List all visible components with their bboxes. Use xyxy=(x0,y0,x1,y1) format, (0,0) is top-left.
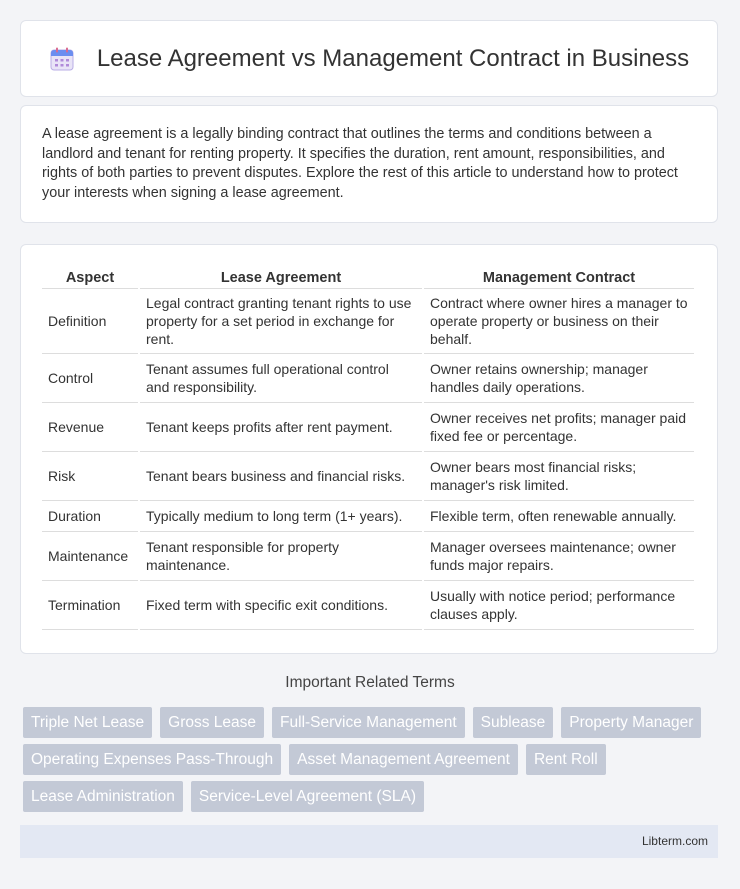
tag-property-manager[interactable]: Property Manager xyxy=(561,707,701,738)
footer xyxy=(20,825,718,858)
table-row xyxy=(42,532,694,581)
calendar-icon xyxy=(49,46,75,72)
intro-text: A lease agreement is a legally binding contract that outlines the terms and conditions between a landlord and tenant for renting property. It specifies the duration, rent amount, responsibilities, and rights of both parties to prevent disputes. Explore the rest of this article to understand how to protect your interests when signing a lease agreement. xyxy=(42,126,678,201)
tag-sublease[interactable]: Sublease xyxy=(473,707,554,738)
row-lease: Tenant bears business and financial risks. xyxy=(140,452,422,501)
table-row xyxy=(42,403,694,452)
header-lease: Lease Agreement xyxy=(140,267,422,289)
row-aspect: Maintenance xyxy=(42,532,138,581)
row-management: Contract where owner hires a manager to operate property or business on their behalf. xyxy=(424,289,694,354)
row-lease: Legal contract granting tenant rights to use property for a set period in exchange for rent. xyxy=(140,289,422,354)
row-aspect: Duration xyxy=(42,501,138,532)
row-lease: Typically medium to long term (1+ years). xyxy=(140,501,422,532)
row-lease: Tenant responsible for property maintenance. xyxy=(140,532,422,581)
related-terms-title: Important Related Terms xyxy=(285,674,455,691)
page-title: Lease Agreement vs Management Contract in Business xyxy=(96,44,690,72)
row-lease: Fixed term with specific exit conditions. xyxy=(140,581,422,630)
tag-gross-lease[interactable]: Gross Lease xyxy=(160,707,264,738)
intro-card xyxy=(20,105,718,223)
row-aspect: Termination xyxy=(42,581,138,630)
tag-full-service-management[interactable]: Full-Service Management xyxy=(272,707,465,738)
table-row xyxy=(42,289,694,354)
comparison-card xyxy=(20,244,718,654)
header-management: Management Contract xyxy=(424,267,694,289)
footer-brand[interactable]: Libterm.com xyxy=(641,834,708,848)
row-aspect: Definition xyxy=(42,289,138,354)
table-row xyxy=(42,581,694,630)
table-row xyxy=(42,354,694,403)
table-header-row xyxy=(42,267,694,289)
header-aspect: Aspect xyxy=(42,267,138,289)
tag-operating-expenses-pass-through[interactable]: Operating Expenses Pass-Through xyxy=(23,744,281,775)
related-terms-tags xyxy=(23,707,713,818)
tag-triple-net-lease[interactable]: Triple Net Lease xyxy=(23,707,152,738)
table-row xyxy=(42,501,694,532)
table-row xyxy=(42,452,694,501)
row-management: Usually with notice period; performance clauses apply. xyxy=(424,581,694,630)
tag-rent-roll[interactable]: Rent Roll xyxy=(526,744,606,775)
comparison-table xyxy=(40,267,696,630)
row-management: Flexible term, often renewable annually. xyxy=(424,501,694,532)
row-management: Manager oversees maintenance; owner funds major repairs. xyxy=(424,532,694,581)
tag-service-level-agreement[interactable]: Service-Level Agreement (SLA) xyxy=(191,781,424,812)
row-aspect: Control xyxy=(42,354,138,403)
tag-lease-administration[interactable]: Lease Administration xyxy=(23,781,183,812)
row-management: Owner retains ownership; manager handles daily operations. xyxy=(424,354,694,403)
title-card xyxy=(20,20,718,97)
row-lease: Tenant keeps profits after rent payment. xyxy=(140,403,422,452)
row-lease: Tenant assumes full operational control and responsibility. xyxy=(140,354,422,403)
row-management: Owner bears most financial risks; manager's risk limited. xyxy=(424,452,694,501)
tag-asset-management-agreement[interactable]: Asset Management Agreement xyxy=(289,744,518,775)
row-management: Owner receives net profits; manager paid fixed fee or percentage. xyxy=(424,403,694,452)
row-aspect: Revenue xyxy=(42,403,138,452)
row-aspect: Risk xyxy=(42,452,138,501)
